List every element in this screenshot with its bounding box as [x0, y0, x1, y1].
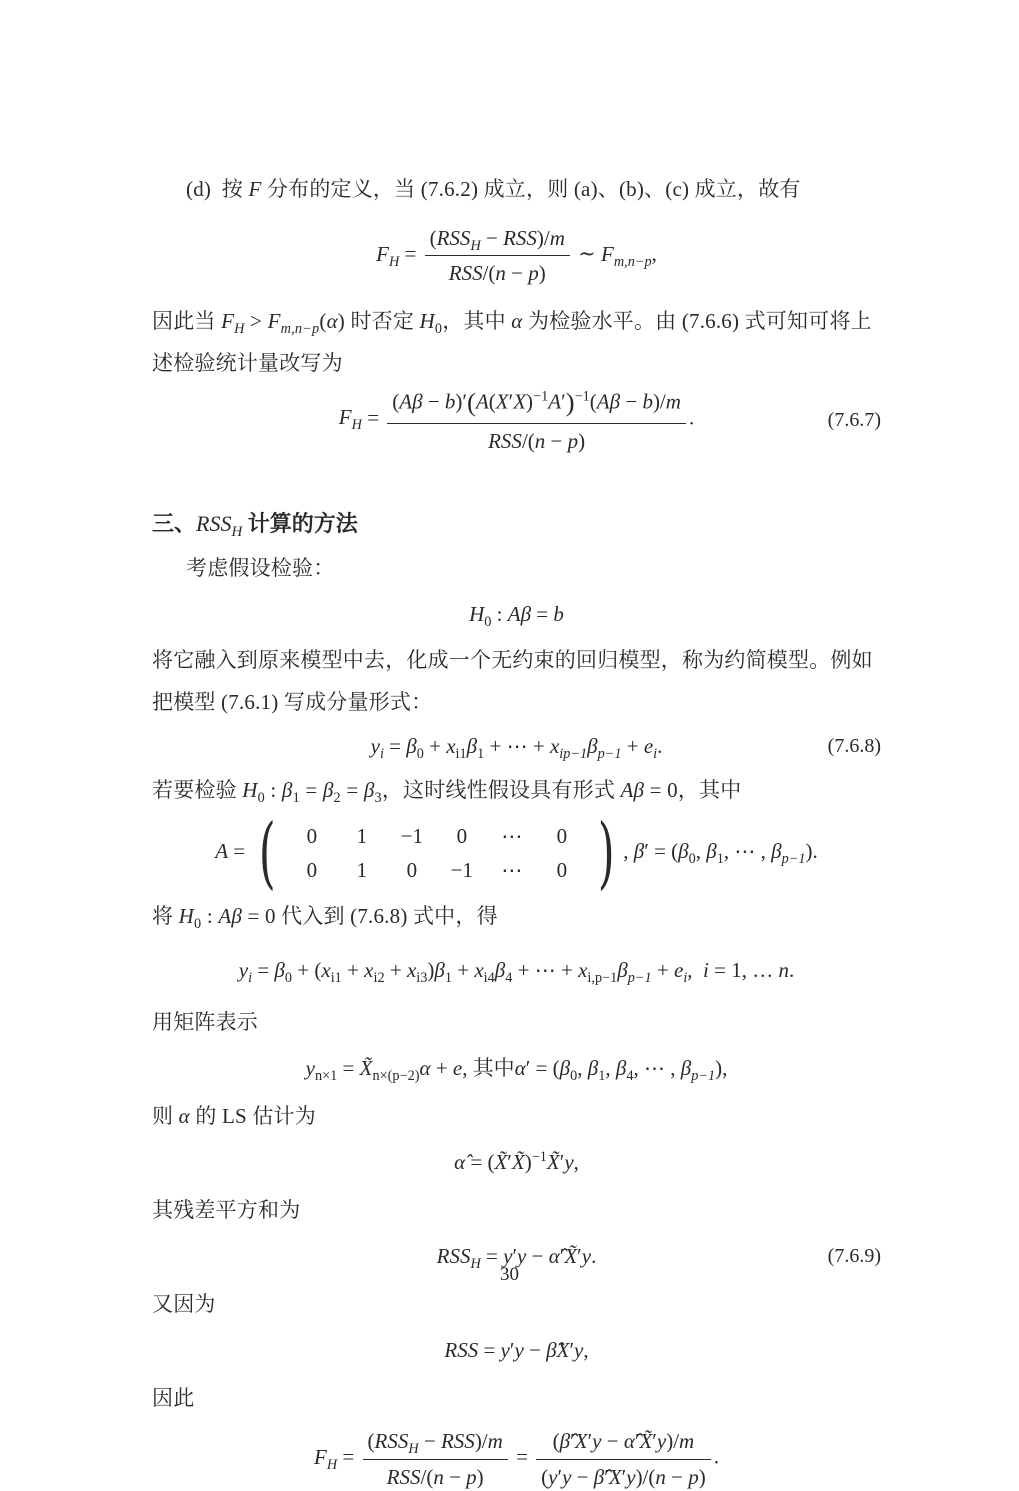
equation-body: RSS = y′y − β̂X′y,: [444, 1338, 589, 1363]
equation-alpha-hat: [152, 1147, 881, 1177]
paragraph-because: 又因为: [152, 1292, 216, 1317]
paragraph-substitute: 将 $H_0$ : Aβ = 0 代入到 (7.6.8) 式中，得: [152, 904, 498, 933]
section-heading-rssh-method: 三、$RSS_H$ 计算的方法: [152, 511, 358, 541]
equation-7-6-7: [152, 384, 881, 456]
equation-body: $RSS_H = y'y$ − α̂′X̃′y.: [436, 1244, 597, 1273]
equation-number: (7.6.8): [827, 735, 881, 758]
equation-body: $y_{n\times 1}$ = $X̃_{n\times(p-2)}\alpha + e$, 其中$\alpha' = (\beta_0$, $\beta_1$, $\beta_4$, ⋯ , $\beta_{p-1}$),: [305, 1056, 728, 1085]
equation-body: $H_0$ : Aβ = b: [469, 602, 564, 631]
equation-body: $F_H$ = $(A\beta - b)'(A(X'X)^{-1}A')^{-1}(A\beta - b)/m$ RSS/(n − p) .: [339, 384, 694, 456]
equation-fh-definition: [152, 224, 881, 288]
equation-number: (7.6.7): [827, 408, 881, 431]
paragraph-residual-sum: 其残差平方和为: [152, 1198, 301, 1223]
equation-7-6-8: [152, 731, 881, 761]
equation-h0: [152, 599, 881, 629]
page-number: 30: [500, 1264, 519, 1285]
page-content: [152, 168, 881, 1491]
equation-number: (7.6.9): [827, 1245, 881, 1268]
paragraph-consider-test: 考虑假设检验：: [186, 556, 335, 581]
equation-body: A = ( 0 1 −1 0 ⋯ 0 0 1 0 −1 ⋯ 0 ) , $\beta' = (\beta_0$, $\beta_1$, ⋯ , $\beta_{p-1}$).: [215, 808, 818, 899]
paragraph-item-d: (d) 按 F 分布的定义，当 (7.6.2) 成立，则 (a)、(b)、(c) 成立，故有: [186, 177, 801, 201]
equation-body: $y_i = \beta_0 + (x_{i1} + x_{i2} + x_{i3})\beta_1 + x_{i4}\beta_4$ + ⋯ + $x_{i,p-1}\beta_{p-1} + e_i$, i = 1, … n.: [238, 958, 795, 987]
equation-body: $y_i = \beta_0 + x_{i1}\beta_1$ + ⋯ + $x_{ip-1}\beta_{p-1} + e_i$.: [370, 734, 663, 763]
paragraph-reduced-model: 将它融入到原来模型中去，化成一个无约束的回归模型，称为约简模型。例如把模型 (7.6.1) 写成分量形式：: [152, 648, 873, 715]
paragraph-linear-hypothesis: 若要检验 $H_0$ : $\beta_1 = \beta_2 = \beta_3$，这时线性假设具有形式 Aβ = 0，其中: [152, 778, 742, 807]
equation-y-nx1: [152, 1053, 881, 1083]
equation-matrix-a: [152, 808, 881, 899]
paragraph-ls-estimate: 则 α 的 LS 估计为: [152, 1104, 316, 1129]
equation-body: α̂ = (X̃′X̃)$^{-1}$X̃′y,: [454, 1149, 579, 1175]
equation-body: $F_H$ = $(RSS_H - RSS)/m$ RSS/(n − p) ∼ $F_{m,n-p}$,: [376, 226, 657, 286]
equation-fh-final: [152, 1427, 881, 1491]
paragraph-rewrite-statistic: 因此当 $F_H > F_{m,n-p}(\alpha)$ 时否定 $H_0$，其中 α 为检验水平。由 (7.6.6) 式可知可将上述检验统计量改写为: [152, 308, 872, 375]
equation-rss: [152, 1335, 881, 1365]
paragraph-therefore: 因此: [152, 1386, 195, 1411]
equation-yi-expanded: [152, 955, 881, 985]
equation-body: $F_H$ = $(RSS_H - RSS)/m$ RSS/(n − p) = $\frac{(\betâ'X'y - \alphâ'X̃'y)/m}{(y'y - \betâ'X'y)/(n - p)}$ .: [314, 1429, 719, 1489]
paragraph-matrix-representation: 用矩阵表示: [152, 1010, 258, 1035]
